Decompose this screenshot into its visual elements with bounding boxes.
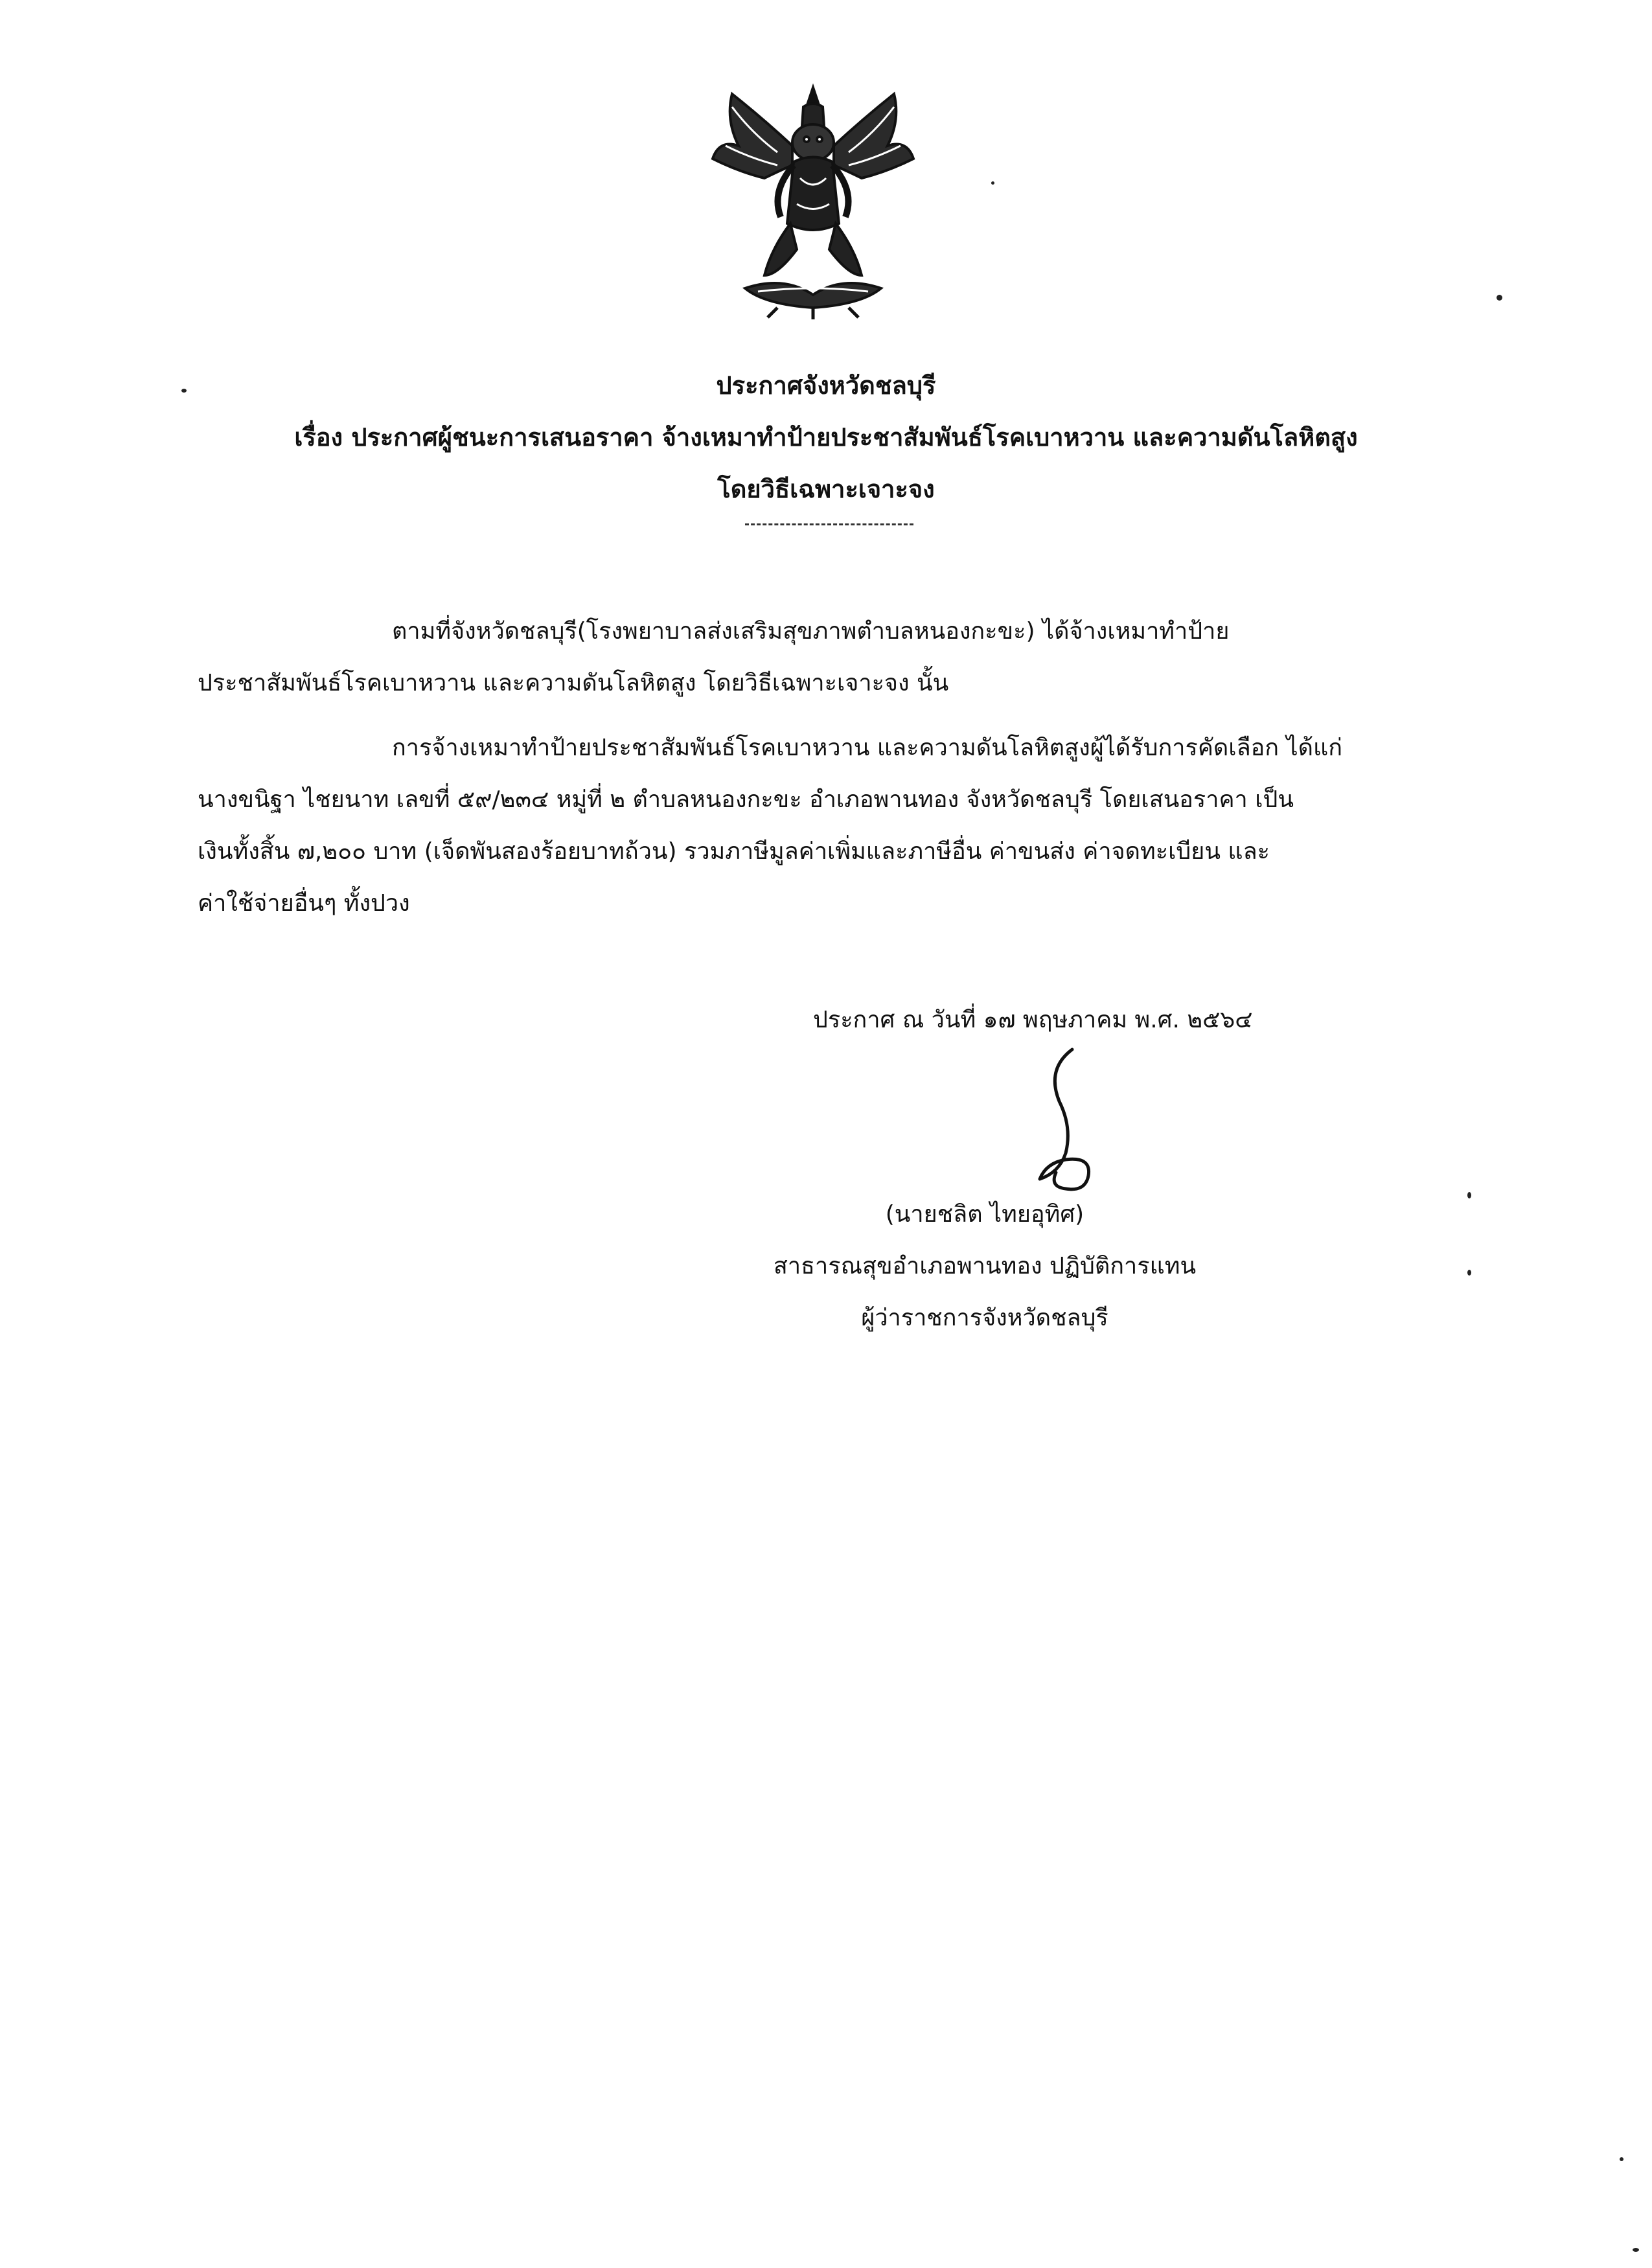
scan-speck <box>1497 295 1502 301</box>
scan-speck <box>991 181 994 185</box>
scan-speck <box>1467 1270 1471 1276</box>
scan-speck <box>1620 2157 1623 2161</box>
body-paragraph-line: ตามที่จังหวัดชลบุรี(โรงพยาบาลส่งเสริมสุขภาพตำบลหนองกะขะ) ได้จ้างเหมาทำป้าย <box>392 618 1230 645</box>
scan-speck <box>1467 1192 1471 1198</box>
signer-position: สาธารณสุขอำเภอพานทอง ปฏิบัติการแทน <box>773 1253 1197 1279</box>
scan-speck <box>1633 2248 1639 2252</box>
body-paragraph-line: การจ้างเหมาทำป้ายประชาสัมพันธ์โรคเบาหวาน และความดันโลหิตสูงผู้ได้รับการคัดเลือก ได้แก่ <box>392 735 1343 761</box>
signer-position-continued: ผู้ว่าราชการจังหวัดชลบุรี <box>861 1305 1108 1331</box>
body-paragraph-line: ค่าใช้จ่ายอื่นๆ ทั้งปวง <box>198 890 410 917</box>
scan-speck <box>181 389 187 393</box>
document-subject: เรื่อง ประกาศผู้ชนะการเสนอราคา จ้างเหมาทำป้ายประชาสัมพันธ์โรคเบาหวาน และความดันโลหิตสูง <box>294 423 1358 452</box>
title-divider <box>745 523 913 525</box>
document-title: ประกาศจังหวัดชลบุรี <box>716 371 936 400</box>
body-paragraph-line: ประชาสัมพันธ์โรคเบาหวาน และความดันโลหิตสูง โดยวิธีเฉพาะเจาะจง นั้น <box>198 670 949 696</box>
document-subject-continued: โดยวิธีเฉพาะเจาะจง <box>717 475 935 503</box>
body-paragraph-line: นางขนิฐา ไชยนาท เลขที่ ๕๙/๒๓๔ หมู่ที่ ๒ ตำบลหนองกะขะ อำเภอพานทอง จังหวัดชลบุรี โดยเสนอราคา เป็น <box>198 786 1294 813</box>
body-paragraph-line: เงินทั้งสิ้น ๗,๒๐๐ บาท (เจ็ดพันสองร้อยบาทถ้วน) รวมภาษีมูลค่าเพิ่มและภาษีอื่น ค่าขนส่ง ค่าจดทะเบียน และ <box>198 838 1270 865</box>
signer-name: (นายชลิต ไทยอุทิศ) <box>885 1201 1084 1228</box>
announcement-date: ประกาศ ณ วันที่ ๑๗ พฤษภาคม พ.ศ. ๒๕๖๔ <box>813 1007 1253 1033</box>
handwritten-signature-icon <box>1001 1043 1130 1198</box>
garuda-emblem-icon <box>706 81 920 321</box>
